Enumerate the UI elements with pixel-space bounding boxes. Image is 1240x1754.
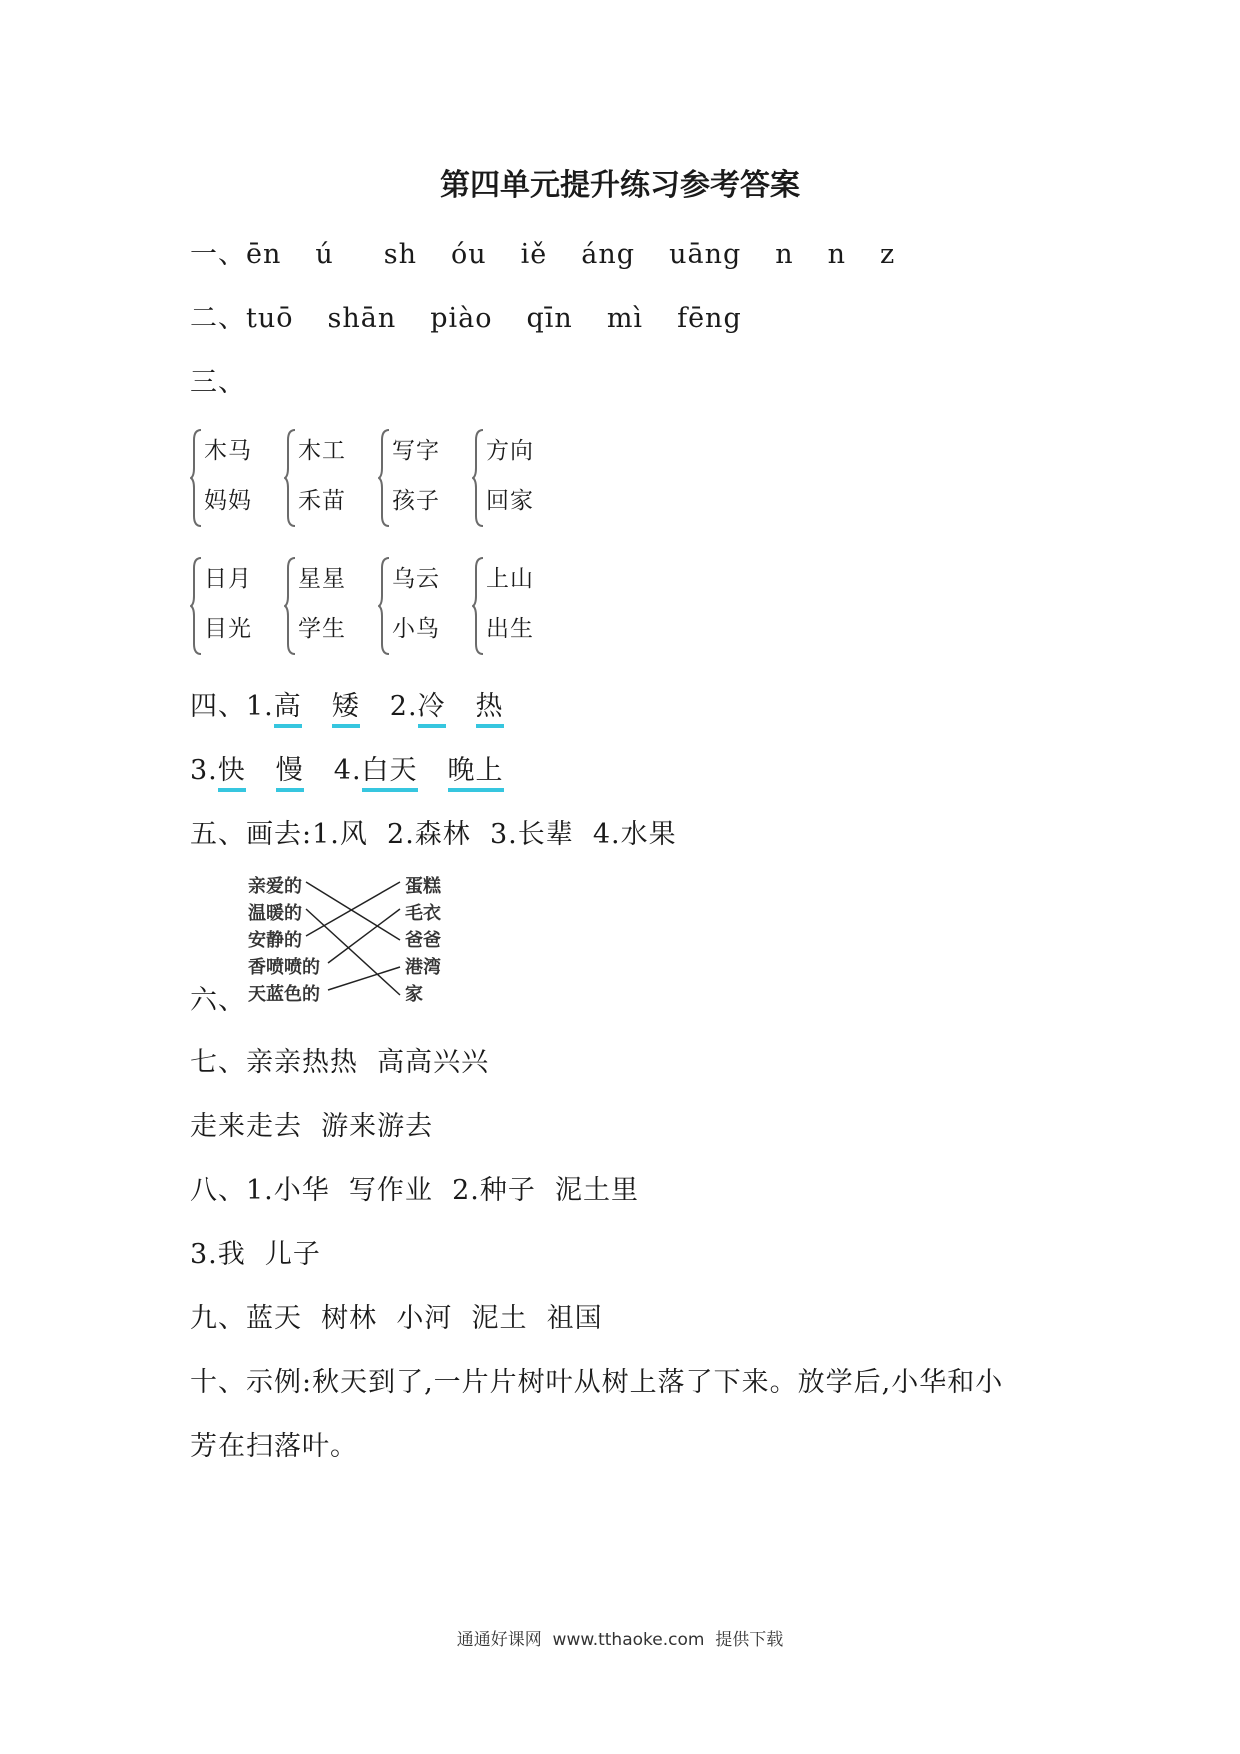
group-word-top: 日月 [204, 566, 252, 592]
word-group [190, 428, 280, 528]
brace-icon [284, 428, 298, 528]
group-word-top: 木工 [298, 438, 346, 464]
q1-item: ú [315, 239, 334, 270]
group-word-top: 方向 [486, 438, 534, 464]
group-word-bottom: 回家 [486, 488, 534, 514]
word-group [284, 428, 374, 528]
q9-line: 九、蓝天 树林 小河 泥土 祖国 [190, 1303, 603, 1334]
q1-item: ēn [246, 239, 282, 270]
q7-line2: 走来走去 游来游去 [190, 1111, 434, 1142]
q1-item: uāng [669, 239, 742, 270]
answer-underlined: 白天 [362, 748, 418, 792]
brace-icon [472, 556, 486, 656]
word-group [472, 556, 562, 656]
brace-icon [190, 428, 204, 528]
answer-underlined: 矮 [332, 684, 360, 728]
q6-label: 六、 [190, 985, 246, 1016]
group-word-bottom: 出生 [486, 616, 534, 642]
group-word-bottom: 小鸟 [392, 616, 440, 642]
q1-item: n [775, 239, 794, 270]
q8-line2: 3.我 儿子 [190, 1239, 321, 1270]
q2-item: mì [606, 303, 644, 334]
q10-line1: 十、示例:秋天到了,一片片树叶从树上落了下来。放学后,小华和小 [190, 1367, 1004, 1398]
group-word-bottom: 孩子 [392, 488, 440, 514]
brace-icon [378, 556, 392, 656]
match-right-item: 蛋糕 [405, 876, 441, 897]
word-group [190, 556, 280, 656]
match-right-item: 港湾 [405, 957, 441, 978]
q2-item: qīn [526, 303, 573, 334]
q1-item: n [827, 239, 847, 270]
q10-line2: 芳在扫落叶。 [190, 1431, 358, 1462]
q2-line [190, 296, 742, 335]
footer-credit: 通通好课网 www.tthaoke.com 提供下载 [456, 1630, 784, 1650]
match-right-item: 爸爸 [405, 930, 441, 951]
q8-line1: 八、1.小华 写作业 2.种子 泥土里 [190, 1175, 640, 1206]
brace-icon [190, 556, 204, 656]
group-word-top: 乌云 [392, 566, 440, 592]
q4-line2 [190, 748, 504, 792]
q2-item: tuō [246, 303, 294, 334]
answer-underlined: 高 [274, 684, 302, 728]
q2-label: 二、 [190, 303, 246, 334]
match-right-item: 家 [405, 984, 423, 1005]
q1-label: 一、 [190, 239, 246, 270]
group-word-bottom: 妈妈 [204, 488, 252, 514]
word-group [284, 556, 374, 656]
word-group [378, 556, 468, 656]
q5-line: 五、画去:1.风 2.森林 3.长辈 4.水果 [190, 819, 677, 850]
group-word-bottom: 目光 [204, 616, 252, 642]
word-group [378, 428, 468, 528]
q1-item: óu [451, 239, 487, 270]
group-word-bottom: 禾苗 [298, 488, 346, 514]
q4-number: 3. [190, 755, 218, 786]
q2-item: shān [327, 303, 397, 334]
q6-matching-diagram [248, 872, 478, 1012]
q4-label: 四、 [190, 691, 246, 722]
word-group [472, 428, 562, 528]
group-word-top: 木马 [204, 438, 252, 464]
answer-underlined: 慢 [276, 748, 304, 792]
group-word-top: 写字 [392, 438, 440, 464]
q4-number: 4. [333, 755, 362, 786]
q4-number: 2. [389, 691, 418, 722]
page-title: 第四单元提升练习参考答案 [440, 168, 800, 203]
q2-item: piào [430, 303, 493, 334]
group-word-top: 星星 [298, 566, 346, 592]
q1-item: z [880, 239, 896, 270]
q1-line [190, 232, 895, 271]
group-word-top: 上山 [486, 566, 534, 592]
group-word-bottom: 学生 [298, 616, 346, 642]
q3-label: 三、 [190, 367, 246, 398]
q7-line1: 七、亲亲热热 高高兴兴 [190, 1047, 490, 1078]
answer-underlined: 冷 [418, 684, 446, 728]
q1-item: áng [581, 239, 636, 270]
match-left-item: 温暖的 [248, 903, 302, 924]
answer-underlined: 晚上 [448, 748, 504, 792]
brace-icon [472, 428, 486, 528]
answer-underlined: 热 [476, 684, 504, 728]
q2-item: fēng [677, 303, 742, 334]
match-left-item: 香喷喷的 [248, 957, 320, 978]
answer-underlined: 快 [218, 748, 246, 792]
q1-item: iě [520, 239, 548, 270]
brace-icon [284, 556, 298, 656]
match-left-item: 亲爱的 [248, 876, 302, 897]
q1-item: sh [383, 239, 418, 270]
brace-icon [378, 428, 392, 528]
match-right-item: 毛衣 [405, 903, 441, 924]
match-left-item: 天蓝色的 [248, 984, 320, 1005]
q4-number: 1. [246, 691, 274, 722]
match-left-item: 安静的 [248, 930, 302, 951]
q4-line1 [190, 684, 504, 728]
